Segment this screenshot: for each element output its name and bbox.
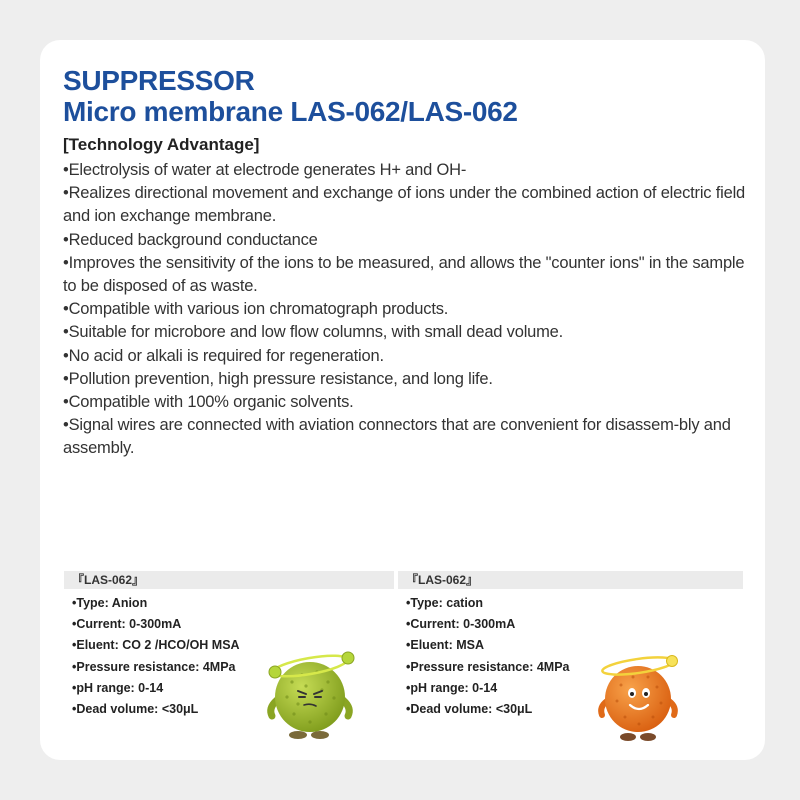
cation-spec-list (398, 593, 743, 720)
spec-item: •Type: Anion (72, 596, 148, 610)
advantage-item: •Improves the sensitivity of the ions to be measured, and allows the "counter ions" in the sample to be disposed of as waste. (63, 253, 745, 296)
spec-item: •Dead volume: <30μL (406, 702, 533, 717)
advantage-item: •Pollution prevention, high pressure resistance, and long life. (63, 369, 493, 388)
advantage-item: •Compatible with various ion chromatograph products. (63, 300, 449, 319)
spec-item: •Eluent: CO 2 /HCO/OH MSA (72, 638, 240, 653)
anion-spec-header: 『LAS-062』 (64, 571, 394, 589)
advantages-heading: [Technology Advantage] (63, 135, 260, 154)
advantage-item: •Compatible with 100% organic solvents. (63, 393, 354, 412)
cation-spec-header: 『LAS-062』 (398, 571, 743, 589)
spec-item: •Current: 0-300mA (72, 617, 182, 632)
advantages-list (63, 159, 748, 461)
advantage-item: •Realizes directional movement and exchange of ions under the combined action of electric field and ion exchange membrane. (63, 184, 746, 226)
advantage-item: •Signal wires are connected with aviation connectors that are convenient for disassem-bly and assembly. (63, 416, 731, 458)
title-line-1: SUPPRESSOR (63, 65, 255, 96)
advantage-item: •Suitable for microbore and low flow columns, with small dead volume. (63, 323, 564, 342)
advantage-item: •Electrolysis of water at electrode generates H+ and OH- (63, 161, 467, 179)
spec-item: •Dead volume: <30μL (72, 702, 199, 717)
spec-item: •Eluent: MSA (406, 638, 484, 653)
spec-item: •Current: 0-300mA (406, 617, 516, 632)
title-line-2: Micro membrane LAS-062/LAS-062 (63, 96, 518, 127)
spec-item: •Pressure resistance: 4MPa (72, 659, 236, 674)
advantage-item: •Reduced background conductance (63, 230, 318, 249)
spec-item: •pH range: 0-14 (406, 680, 498, 695)
green-ion-mascot-icon (262, 642, 367, 742)
advantage-item: •No acid or alkali is required for regeneration. (63, 346, 384, 365)
page-title (63, 65, 518, 127)
orange-ion-mascot-icon (593, 649, 688, 744)
spec-item: •Pressure resistance: 4MPa (406, 659, 570, 674)
spec-item: •Type: cation (406, 596, 484, 610)
cation-spec-box (398, 571, 743, 720)
spec-item: •pH range: 0-14 (72, 680, 164, 695)
